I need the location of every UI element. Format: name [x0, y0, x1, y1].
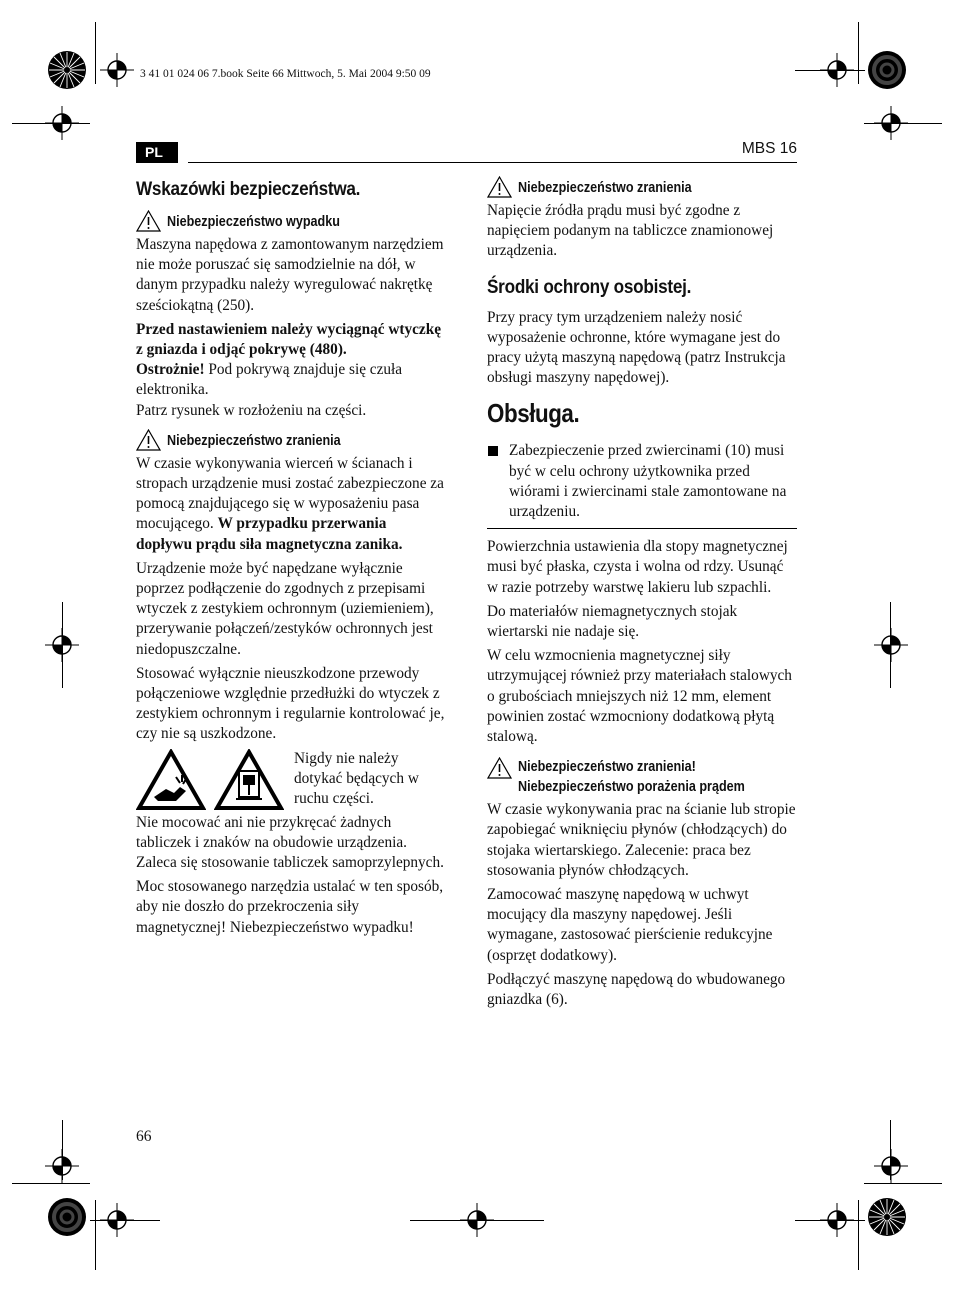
registration-mark-icon	[874, 628, 908, 662]
paragraph: Maszyna napędowa z zamontowanym narzędziem nie może poruszać się samodzielnie na dół, w danym przypadku należy wyregulować nakrętkę sześciokątną (250).	[136, 236, 444, 314]
pictogram-row	[136, 749, 446, 811]
warning-heading	[136, 210, 446, 232]
warning-label-line: Niebezpieczeństwo porażenia prądem	[518, 778, 745, 796]
crop-line	[858, 22, 859, 84]
paragraph-text: Pod pokrywą znajduje się czuła elektronika.	[136, 361, 403, 399]
crop-line	[12, 1183, 90, 1184]
starburst-mark-icon	[867, 1197, 907, 1237]
header-rule	[188, 162, 797, 163]
paragraph-bold	[136, 320, 446, 360]
starburst-mark-icon	[47, 50, 87, 90]
section-title-operation: Obsługa.	[487, 398, 580, 429]
bold-text: Przed nastawieniem należy wyciągnąć wtyczkę z gniazda i odjąć pokrywę (480).	[136, 320, 442, 359]
warning-triangle-icon	[136, 429, 161, 451]
paragraph: Urządzenie może być napędzane wyłącznie poprzez podłączenie do zgodnych z przepisami wtyczek z zestykiem ochronnym (uziemieniem), przerywanie połączeń/zestyków ochronnych jest niedopuszczalne.	[136, 559, 434, 658]
warning-triangle-icon	[487, 757, 512, 779]
registration-mark-icon	[100, 1203, 134, 1237]
file-header: 3 41 01 024 06 7.book Seite 66 Mittwoch, 5. Mai 2004 9:50 09	[140, 68, 431, 80]
section-title-safety: Wskazówki bezpieczeństwa.	[136, 178, 361, 200]
paragraph: Napięcie źródła prądu musi być zgodne z napięciem podanym na tabliczce znamionowej urządzenia.	[487, 202, 774, 260]
paragraph: Przy pracy tym urządzeniem należy nosić wyposażenie ochronne, które wymagane jest do pracy użytą maszyną napędową (patrz Instrukcja obsługi maszyny napędowej).	[487, 308, 786, 387]
registration-mark-icon	[45, 1149, 79, 1183]
warning-label	[518, 757, 745, 797]
language-badge: PL	[136, 142, 178, 163]
registration-mark-icon	[460, 1203, 494, 1237]
paragraph: Zamocować maszynę napędową w uchwyt mocujący dla maszyny napędowej. Jeśli wymagane, zastosować pierścienie redukcyjne (osprzęt dodatkowy).	[487, 886, 773, 964]
warning-label: Niebezpieczeństwo wypadku	[167, 213, 340, 230]
crop-line	[95, 1200, 96, 1270]
bold-text: Ostrożnie!	[136, 361, 205, 379]
paragraph: Nie mocować ani nie przykręcać żadnych tabliczek i znaków na obudowie urządzenia. Zaleca się stosowanie tabliczek samoprzylepnych.	[136, 813, 444, 872]
registration-mark-icon	[100, 53, 134, 87]
paragraph: Moc stosowanego narzędzia ustalać w ten sposób, aby nie doszło do przekroczenia siły magnetycznej! Niebezpieczeństwo wypadku!	[136, 878, 444, 936]
pictogram-caption: Nigdy nie należy dotykać będących w ruchu części.	[294, 749, 419, 808]
hand-hazard-pictogram-icon	[136, 749, 206, 811]
starburst-mark-icon	[867, 50, 907, 90]
list-item-text: Zabezpieczenie przed zwiercinami (10) musi być w celu ochrony użytkownika przed wiórami i zwiercinami stale zamontowane na urządzeniu.	[509, 442, 787, 521]
warning-label-line: Niebezpieczeństwo zranienia!	[518, 758, 696, 776]
paragraph: Patrz rysunek w rozłożeniu na części.	[136, 401, 367, 419]
registration-mark-icon	[874, 1149, 908, 1183]
paragraph	[136, 360, 446, 400]
bold-text: W przypadku przerwania dopływu prądu siła magnetyczna zanika.	[136, 515, 403, 553]
warning-triangle-icon	[487, 176, 512, 198]
machine-hazard-pictogram-icon	[214, 749, 284, 811]
model-label: MBS 16	[741, 140, 797, 157]
paragraph: Do materiałów niemagnetycznych stojak wiertarski nie nadaje się.	[487, 602, 738, 641]
registration-mark-icon	[820, 1203, 854, 1237]
page-number: 66	[136, 1128, 152, 1145]
left-column	[136, 178, 446, 942]
registration-mark-icon	[820, 53, 854, 87]
section-title-protection: Środki ochrony osobistej.	[487, 275, 692, 298]
warning-label: Niebezpieczeństwo zranienia	[167, 431, 341, 449]
paragraph	[136, 454, 446, 555]
registration-mark-icon	[874, 106, 908, 140]
registration-mark-icon	[45, 106, 79, 140]
paragraph-text: W czasie wykonywania wierceń w ścianach i stropach urządzenie musi zostać zabezpieczone za pomocą znajdującego się w wyposażeniu pasa mocującego.	[136, 454, 444, 533]
warning-triangle-icon	[136, 210, 161, 232]
starburst-mark-icon	[47, 1197, 87, 1237]
warning-heading	[136, 429, 446, 451]
right-column	[487, 178, 797, 1014]
paragraph: Podłączyć maszynę napędową do wbudowanego gniazdka (6).	[487, 970, 786, 1009]
warning-heading	[487, 176, 797, 198]
crop-line	[95, 22, 96, 84]
warning-heading	[487, 757, 797, 797]
paragraph: Stosować wyłącznie nieuszkodzone przewody połączeniowe względnie przedłużki do wtyczek z zestykiem ochronnym i regularnie kontrolować je, czy nie są uszkodzone.	[136, 664, 445, 743]
crop-line	[864, 1183, 942, 1184]
warning-label: Niebezpieczeństwo zranienia	[518, 179, 692, 196]
list-item	[487, 441, 797, 522]
paragraph: W celu wzmocnienia magnetycznej siły utrzymującej również przy materiałach stalowych o grubościach mniejszych niż 12 mm, element powinien zostać wzmocniony dodatkową płytą stalową.	[487, 647, 792, 746]
paragraph: W czasie wykonywania prac na ścianie lub stropie zapobiegać wniknięciu płynów (chłodzących) do stojaka wiertarskiego. Zalecenie: praca bez stosowania płynów chłodzących.	[487, 801, 796, 879]
crop-line	[858, 1200, 859, 1270]
paragraph: Powierzchnia ustawienia dla stopy magnetycznej musi być płaska, czysta i wolna od rdzy. Usunąć w razie potrzeby warstwę lakieru lub szpachli.	[487, 538, 788, 596]
divider	[487, 528, 797, 529]
registration-mark-icon	[45, 628, 79, 662]
bullet-icon	[488, 446, 498, 456]
